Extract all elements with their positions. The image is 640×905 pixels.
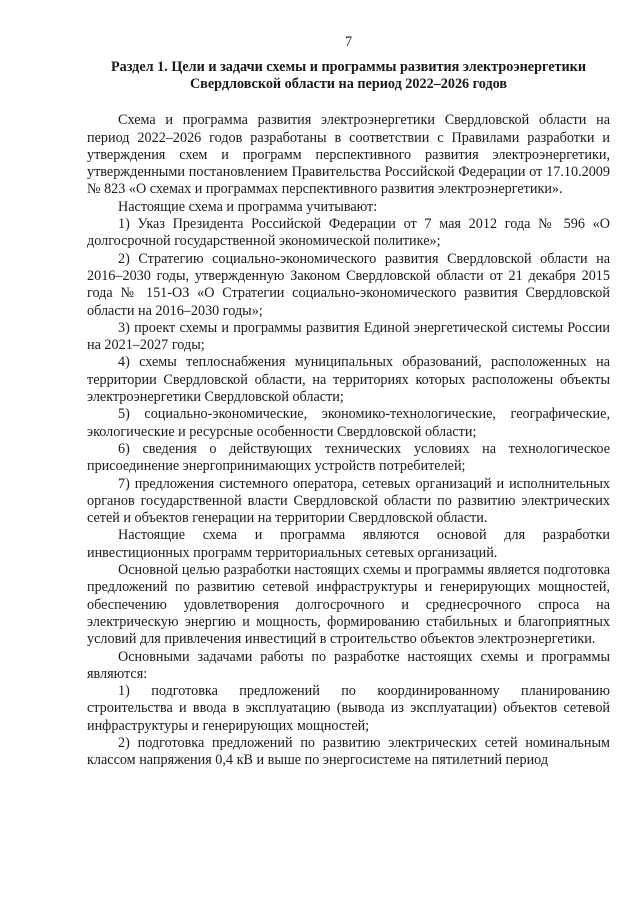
paragraph-basis: Настоящие схема и программа являются основой для разработки инвестиционных программ территориальных сетевых организаций. bbox=[87, 527, 610, 561]
list-item-1: 1) Указ Президента Российской Федерации от 7 мая 2012 года № 596 «О долгосрочной государственной экономической политике»; bbox=[87, 216, 610, 250]
paragraph-main-tasks: Основными задачами работы по разработке настоящих схемы и программы являются: bbox=[87, 648, 610, 682]
list-item-4: 4) схемы теплоснабжения муниципальных образований, расположенных на территории Свердловской области, на территориях которых расположены объекты электроэнергетики Свердловской области; bbox=[87, 354, 610, 406]
task-item-1: 1) подготовка предложений по координированному планированию строительства и ввода в эксплуатацию (вывода из эксплуатации) объектов сетевой инфраструктуры и генерирующих мощностей; bbox=[87, 683, 610, 734]
list-item-3: 3) проект схемы и программы развития Единой энергетической системы России на 2021–2027 годы; bbox=[87, 319, 610, 354]
section-title: Раздел 1. Цели и задачи схемы и программы развития электроэнергетики Свердловской области на период 2022–2026 годов bbox=[110, 59, 587, 93]
list-item-6: 6) сведения о действующих технических условиях на технологическое присоединение энергопринимающих устройств потребителей; bbox=[87, 440, 610, 475]
list-item-7: 7) предложения системного оператора, сетевых организаций и исполнительных органов государственной власти Свердловской области по развитию электрических сетей и объектов генерации на территории Свердловской области. bbox=[87, 475, 610, 527]
paragraph-intro: Схема и программа развития электроэнергетики Свердловской области на период 2022–2026 годов разработаны в соответствии с Правилами разработки и утверждения схем и программ перспективного развития электроэнергетики, утвержденными постановлением Правительства Российской Федерации от 17.10.2009 № 823 «О схемах и программах перспективного развития электроэнергетики». bbox=[87, 112, 610, 198]
page-number: 7 bbox=[344, 34, 353, 50]
paragraph-considers: Настоящие схема и программа учитывают: bbox=[118, 198, 378, 215]
list-item-5: 5) социально-экономические, экономико-технологические, географические, экологические и ресурсные особенности Свердловской области; bbox=[87, 406, 610, 440]
list-item-2: 2) Стратегию социально-экономического развития Свердловской области на 2016–2030 годы, утвержденную Законом Свердловской области от 21 декабря 2015 года № 151-ОЗ «О Стратегии социально-экономического развития Свердловской области на 2016–2030 годы»; bbox=[87, 250, 610, 319]
paragraph-main-goal: Основной целью разработки настоящих схемы и программы является подготовка предложений по развитию сетевой инфраструктуры и генерирующих мощностей, обеспечению удовлетворения долгосрочного и среднесрочного спроса на электрическую энергию и мощность, формированию стабильных и благоприятных условий для привлечения инвестиций в строительство объектов электроэнергетики. bbox=[87, 562, 610, 648]
task-item-2: 2) подготовка предложений по развитию электрических сетей номинальным классом напряжения 0,4 кВ и выше по энергосистеме на пятилетний период bbox=[87, 734, 610, 769]
